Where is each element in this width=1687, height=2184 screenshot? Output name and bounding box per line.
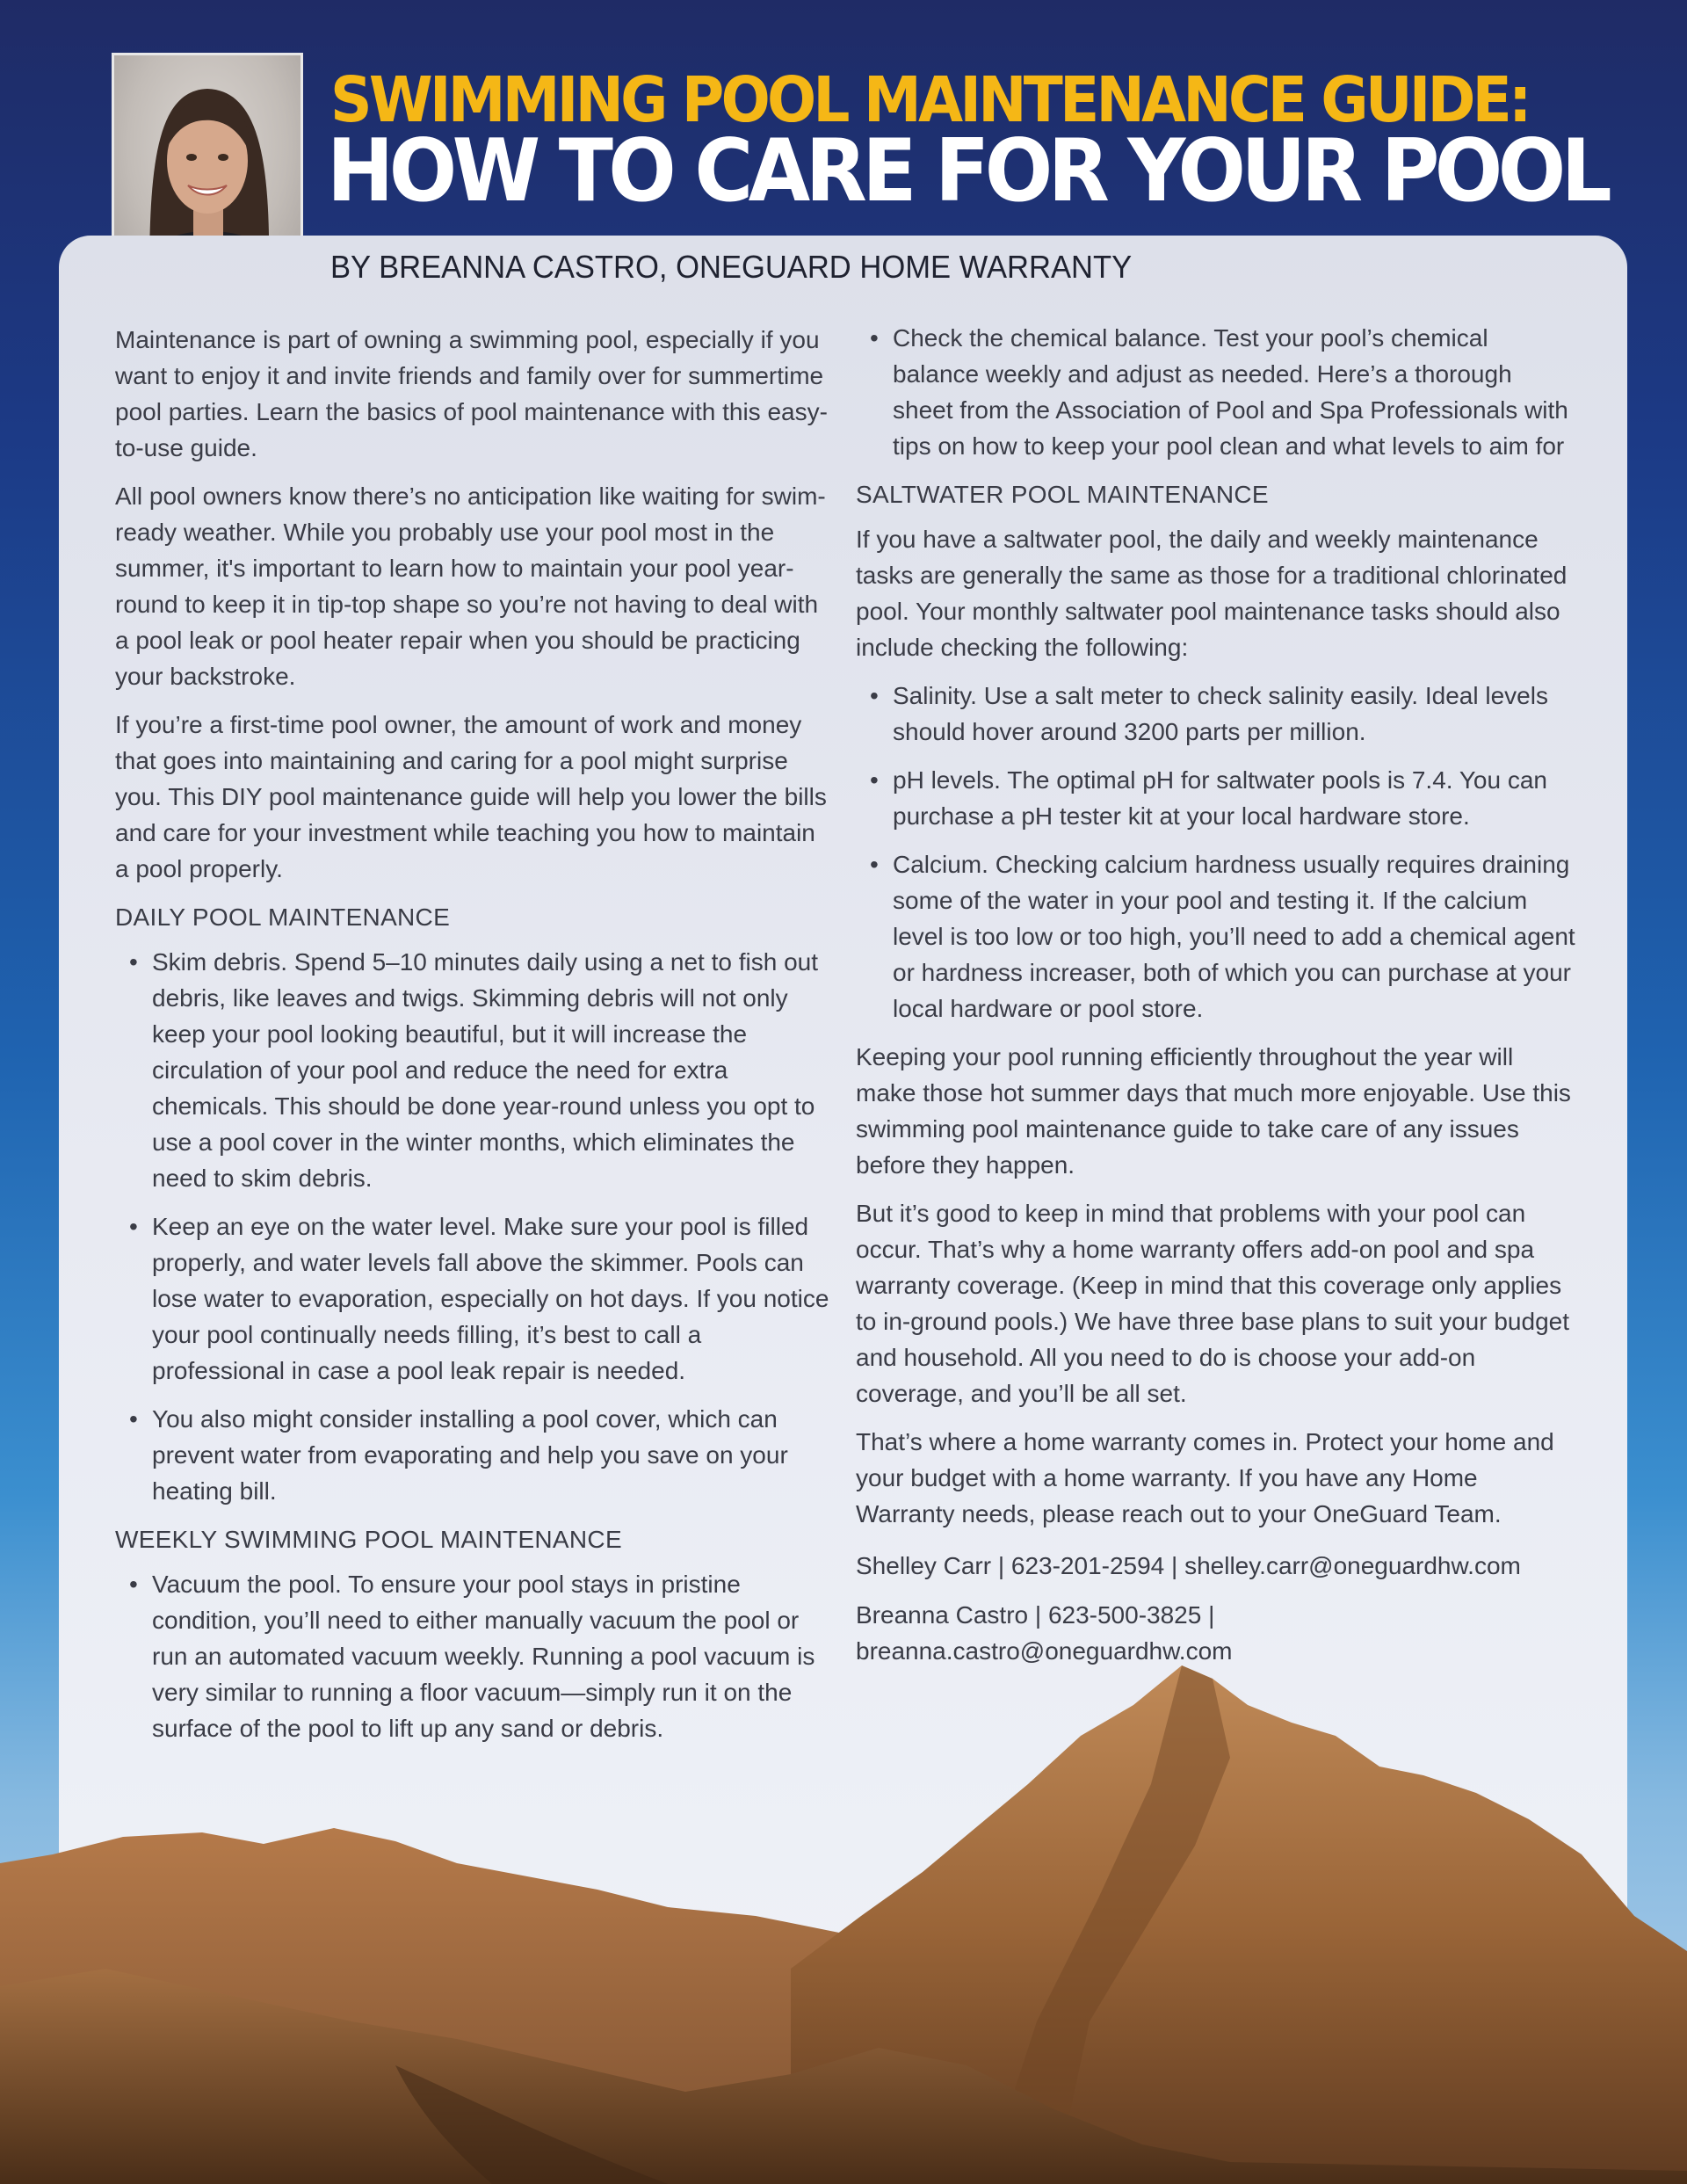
right-column <box>856 320 1576 1682</box>
contact-block <box>856 1548 1576 1669</box>
saltwater-item-ph: • pH levels. The optimal pH for saltwater pools is 7.4. You can purchase a pH tester kit at your local hardware store. <box>893 762 1576 834</box>
left-column <box>115 322 836 1759</box>
daily-list <box>115 944 836 1509</box>
closing-paragraph-3: That’s where a home warranty comes in. Protect your home and your budget with a home warranty. If you have any Home Warranty needs, please reach out to your OneGuard Team. <box>856 1428 1554 1527</box>
intro-paragraph-2: All pool owners know there’s no anticipation like waiting for swim-ready weather. While you probably use your pool most in the summer, it's important to learn how to maintain your pool year-round to keep it in tip-top shape so you’re not having to deal with a pool leak or pool heater repair when you should be practicing your backstroke. <box>115 483 826 690</box>
intro-paragraph-1: Maintenance is part of owning a swimming pool, especially if you want to enjoy it and invite friends and family over for summertime pool parties. Learn the basics of pool maintenance with this easy-to-use guide. <box>115 326 828 461</box>
weekly-item-vacuum: • Vacuum the pool. To ensure your pool stays in pristine condition, you’ll need to either manually vacuum the pool or run an automated vacuum weekly. Running a pool vacuum is very similar to running a floor vacuum—simply run it on the surface of the pool to lift up any sand or debris. <box>152 1566 836 1746</box>
saltwater-intro: If you have a saltwater pool, the daily and weekly maintenance tasks are generally the same as those for a traditional chlorinated pool. Your monthly saltwater pool maintenance tasks should also include checking the following: <box>856 526 1568 661</box>
daily-heading: DAILY POOL MAINTENANCE <box>115 903 451 931</box>
title-line-2: HOW TO CARE FOR YOUR POOL <box>327 121 1608 221</box>
saltwater-list <box>856 678 1576 1027</box>
saltwater-item-calcium: • Calcium. Checking calcium hardness usually requires draining some of the water in your pool and testing it. If the calcium level is too low or too high, you’ll need to add a chemical agent or hardness increaser, both of which you can purchase at your local hardware or pool store. <box>893 846 1576 1027</box>
contact-shelley: Shelley Carr | 623-201-2594 | shelley.carr@oneguardhw.com <box>856 1552 1521 1579</box>
weekly-heading: WEEKLY SWIMMING POOL MAINTENANCE <box>115 1526 622 1553</box>
intro-paragraph-3: If you’re a first-time pool owner, the amount of work and money that goes into maintaining and caring for a pool might surprise you. This DIY pool maintenance guide will help you lower the bills and care for your investment while teaching you how to maintain a pool properly. <box>115 711 827 882</box>
closing-paragraph-1: Keeping your pool running efficiently throughout the year will make those hot summer days that much more enjoyable. Use this swimming pool maintenance guide to take care of any issues before they happen. <box>856 1043 1571 1179</box>
mountain-landscape <box>0 1652 1687 2184</box>
weekly-list-continued <box>856 320 1576 464</box>
weekly-item-chemical-balance: • Check the chemical balance. Test your pool’s chemical balance weekly and adjust as needed. Here’s a thorough sheet from the Association of Pool and Spa Professionals with tips on how to keep your pool clean and what levels to aim for <box>893 320 1576 464</box>
saltwater-heading: SALTWATER POOL MAINTENANCE <box>856 481 1269 508</box>
title-line-1: SWIMMING POOL MAINTENANCE GUIDE: <box>330 63 1529 136</box>
daily-item-water-level: • Keep an eye on the water level. Make sure your pool is filled properly, and water levels fall above the skimmer. Pools can lose water to evaporation, especially on hot days. If you notice your pool continually needs filling, it’s best to call a professional in case a pool leak repair is needed. <box>152 1208 836 1389</box>
byline: BY BREANNA CASTRO, ONEGUARD HOME WARRANTY <box>330 249 1133 285</box>
contact-breanna: Breanna Castro | 623-500-3825 | breanna.castro@oneguardhw.com <box>856 1601 1233 1665</box>
closing-paragraph-2: But it’s good to keep in mind that problems with your pool can occur. That’s why a home warranty offers add-on pool and spa warranty coverage. (Keep in mind that this coverage only applies to in-ground pools.) We have three base plans to suit your budget and household. All you need to do is choose your add-on coverage, and you’ll be all set. <box>856 1200 1569 1407</box>
saltwater-item-salinity: • Salinity. Use a salt meter to check salinity easily. Ideal levels should hover around 3200 parts per million. <box>893 678 1576 750</box>
daily-item-pool-cover: • You also might consider installing a pool cover, which can prevent water from evaporating and help you save on your heating bill. <box>152 1401 836 1509</box>
daily-item-skim: • Skim debris. Spend 5–10 minutes daily using a net to fish out debris, like leaves and twigs. Skimming debris will not only keep your pool looking beautiful, but it will increase the circulation of your pool and reduce the need for extra chemicals. This should be done year-round unless you opt to use a pool cover in the winter months, which eliminates the need to skim debris. <box>152 944 836 1196</box>
